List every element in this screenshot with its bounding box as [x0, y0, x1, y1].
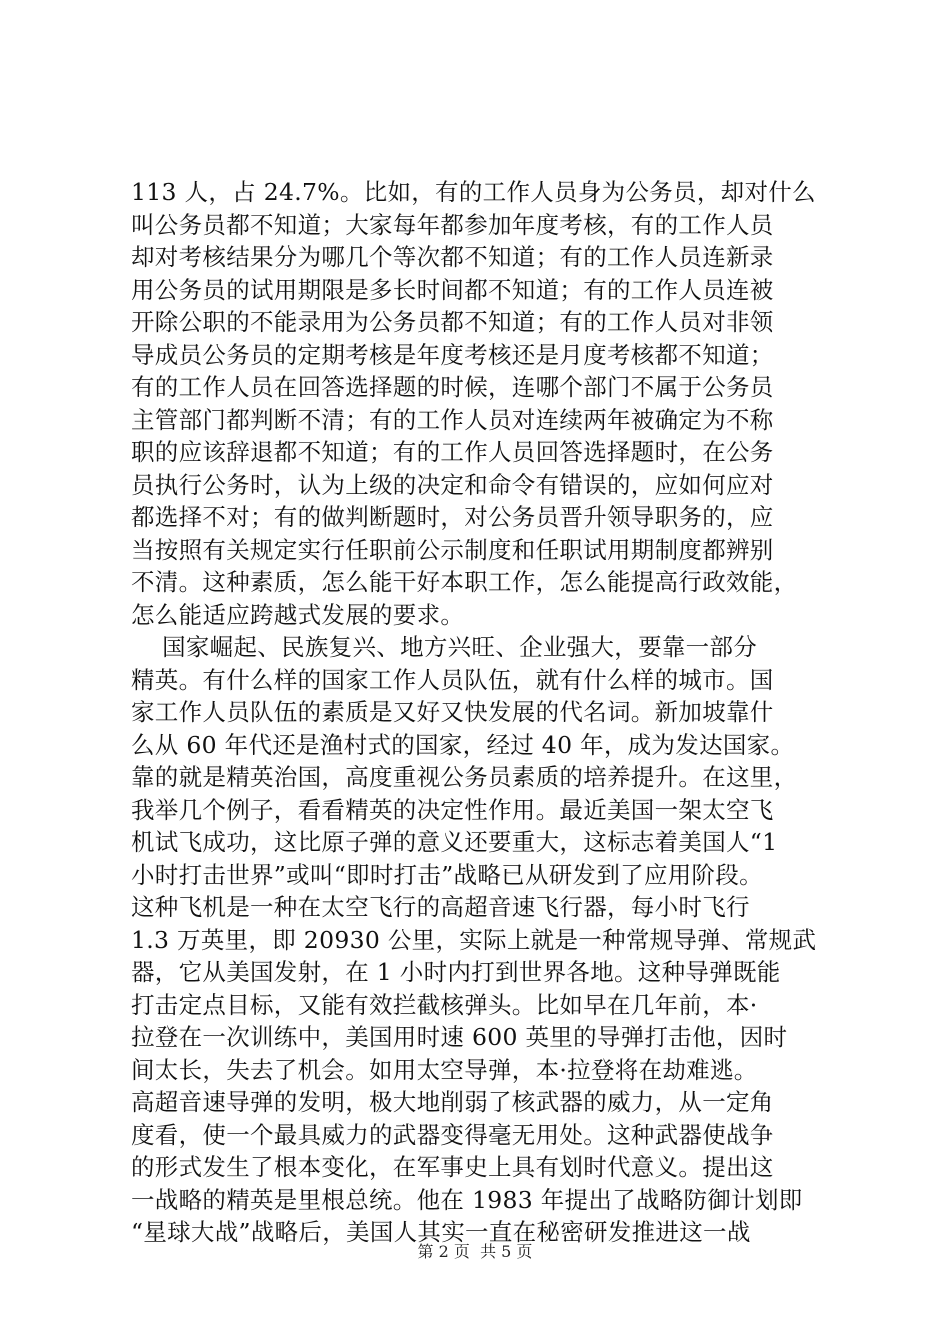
text-line: 器，它从美国发射，在 1 小时内打到世界各地。这种导弹既能	[131, 958, 781, 986]
text-line: 有的工作人员在回答选择题的时候，连哪个部门不属于公务员	[131, 373, 774, 401]
text-line: 机试飞成功，这比原子弹的意义还要重大，这标志着美国人“1	[131, 828, 778, 856]
text-line: 一战略的精英是里根总统。他在 1983 年提出了战略防御计划即	[131, 1185, 803, 1214]
text-line: 用公务员的试用期限是多长时间都不知道；有的工作人员连被	[131, 275, 774, 304]
text-line: 导成员公务员的定期考核是年度考核还是月度考核都不知道；	[131, 340, 774, 369]
text-line: 家工作人员队伍的素质是又好又快发展的代名词。新加坡靠什	[131, 698, 774, 726]
text-line: 主管部门都判断不清；有的工作人员对连续两年被确定为不称	[131, 405, 774, 434]
text-line: 间太长，失去了机会。如用太空导弹，本·拉登将在劫难逃。	[131, 1055, 758, 1084]
text-line: 么从 60 年代还是渔村式的国家，经过 40 年，成为发达国家。	[131, 730, 795, 759]
text-line: 度看，使一个最具威力的武器变得毫无用处。这种武器使战争	[131, 1120, 774, 1149]
text-line: 怎么能适应跨越式发展的要求。	[131, 600, 465, 629]
text-line: 拉登在一次训练中，美国用时速 600 英里的导弹打击他，因时	[131, 1023, 788, 1051]
text-line: 我举几个例子，看看精英的决定性作用。最近美国一架太空飞	[131, 795, 774, 824]
text-line: 开除公职的不能录用为公务员都不知道；有的工作人员对非领	[131, 308, 774, 336]
text-line: 都选择不对；有的做判断题时，对公务员晋升领导职务的，应	[131, 503, 774, 531]
page-footer: 第 2 页 共 5 页	[417, 1242, 533, 1261]
text-line: 不清。这种素质，怎么能干好本职工作，怎么能提高行政效能，	[131, 568, 798, 596]
text-line: 打击定点目标，又能有效拦截核弹头。比如早在几年前，本·	[131, 990, 758, 1019]
text-line: 员执行公务时，认为上级的决定和命令有错误的，应如何应对	[131, 470, 774, 499]
text-line: 叫公务员都不知道；大家每年都参加年度考核，有的工作人员	[131, 210, 774, 239]
document-body	[131, 176, 831, 1249]
text-line: “星球大战”战略后，美国人其实一直在秘密研发推进这一战	[131, 1218, 751, 1246]
text-line: 高超音速导弹的发明，极大地削弱了核武器的威力，从一定角	[131, 1088, 774, 1116]
text-line: 当按照有关规定实行任职前公示制度和任职试用期制度都辨别	[131, 535, 774, 564]
text-line: 靠的就是精英治国，高度重视公务员素质的培养提升。在这里，	[131, 763, 798, 791]
text-line: 职的应该辞退都不知道；有的工作人员回答选择题时，在公务	[131, 438, 774, 466]
text-line: 国家崛起、民族复兴、地方兴旺、企业强大，要靠一部分	[131, 633, 758, 661]
text-line: 精英。有什么样的国家工作人员队伍，就有什么样的城市。国	[131, 665, 774, 694]
text-line: 1.3 万英里，即 20930 公里，实际上就是一种常规导弹、常规武	[131, 925, 817, 954]
text-line: 小时打击世界”或叫“即时打击”战略已从研发到了应用阶段。	[131, 860, 763, 889]
text-line: 113 人，占 24.7%。比如，有的工作人员身为公务员，却对什么	[131, 178, 816, 206]
text-line: 却对考核结果分为哪几个等次都不知道；有的工作人员连新录	[131, 243, 774, 271]
text-line: 这种飞机是一种在太空飞行的高超音速飞行器，每小时飞行	[131, 893, 750, 921]
text-line: 的形式发生了根本变化，在军事史上具有划时代意义。提出这	[131, 1153, 774, 1181]
